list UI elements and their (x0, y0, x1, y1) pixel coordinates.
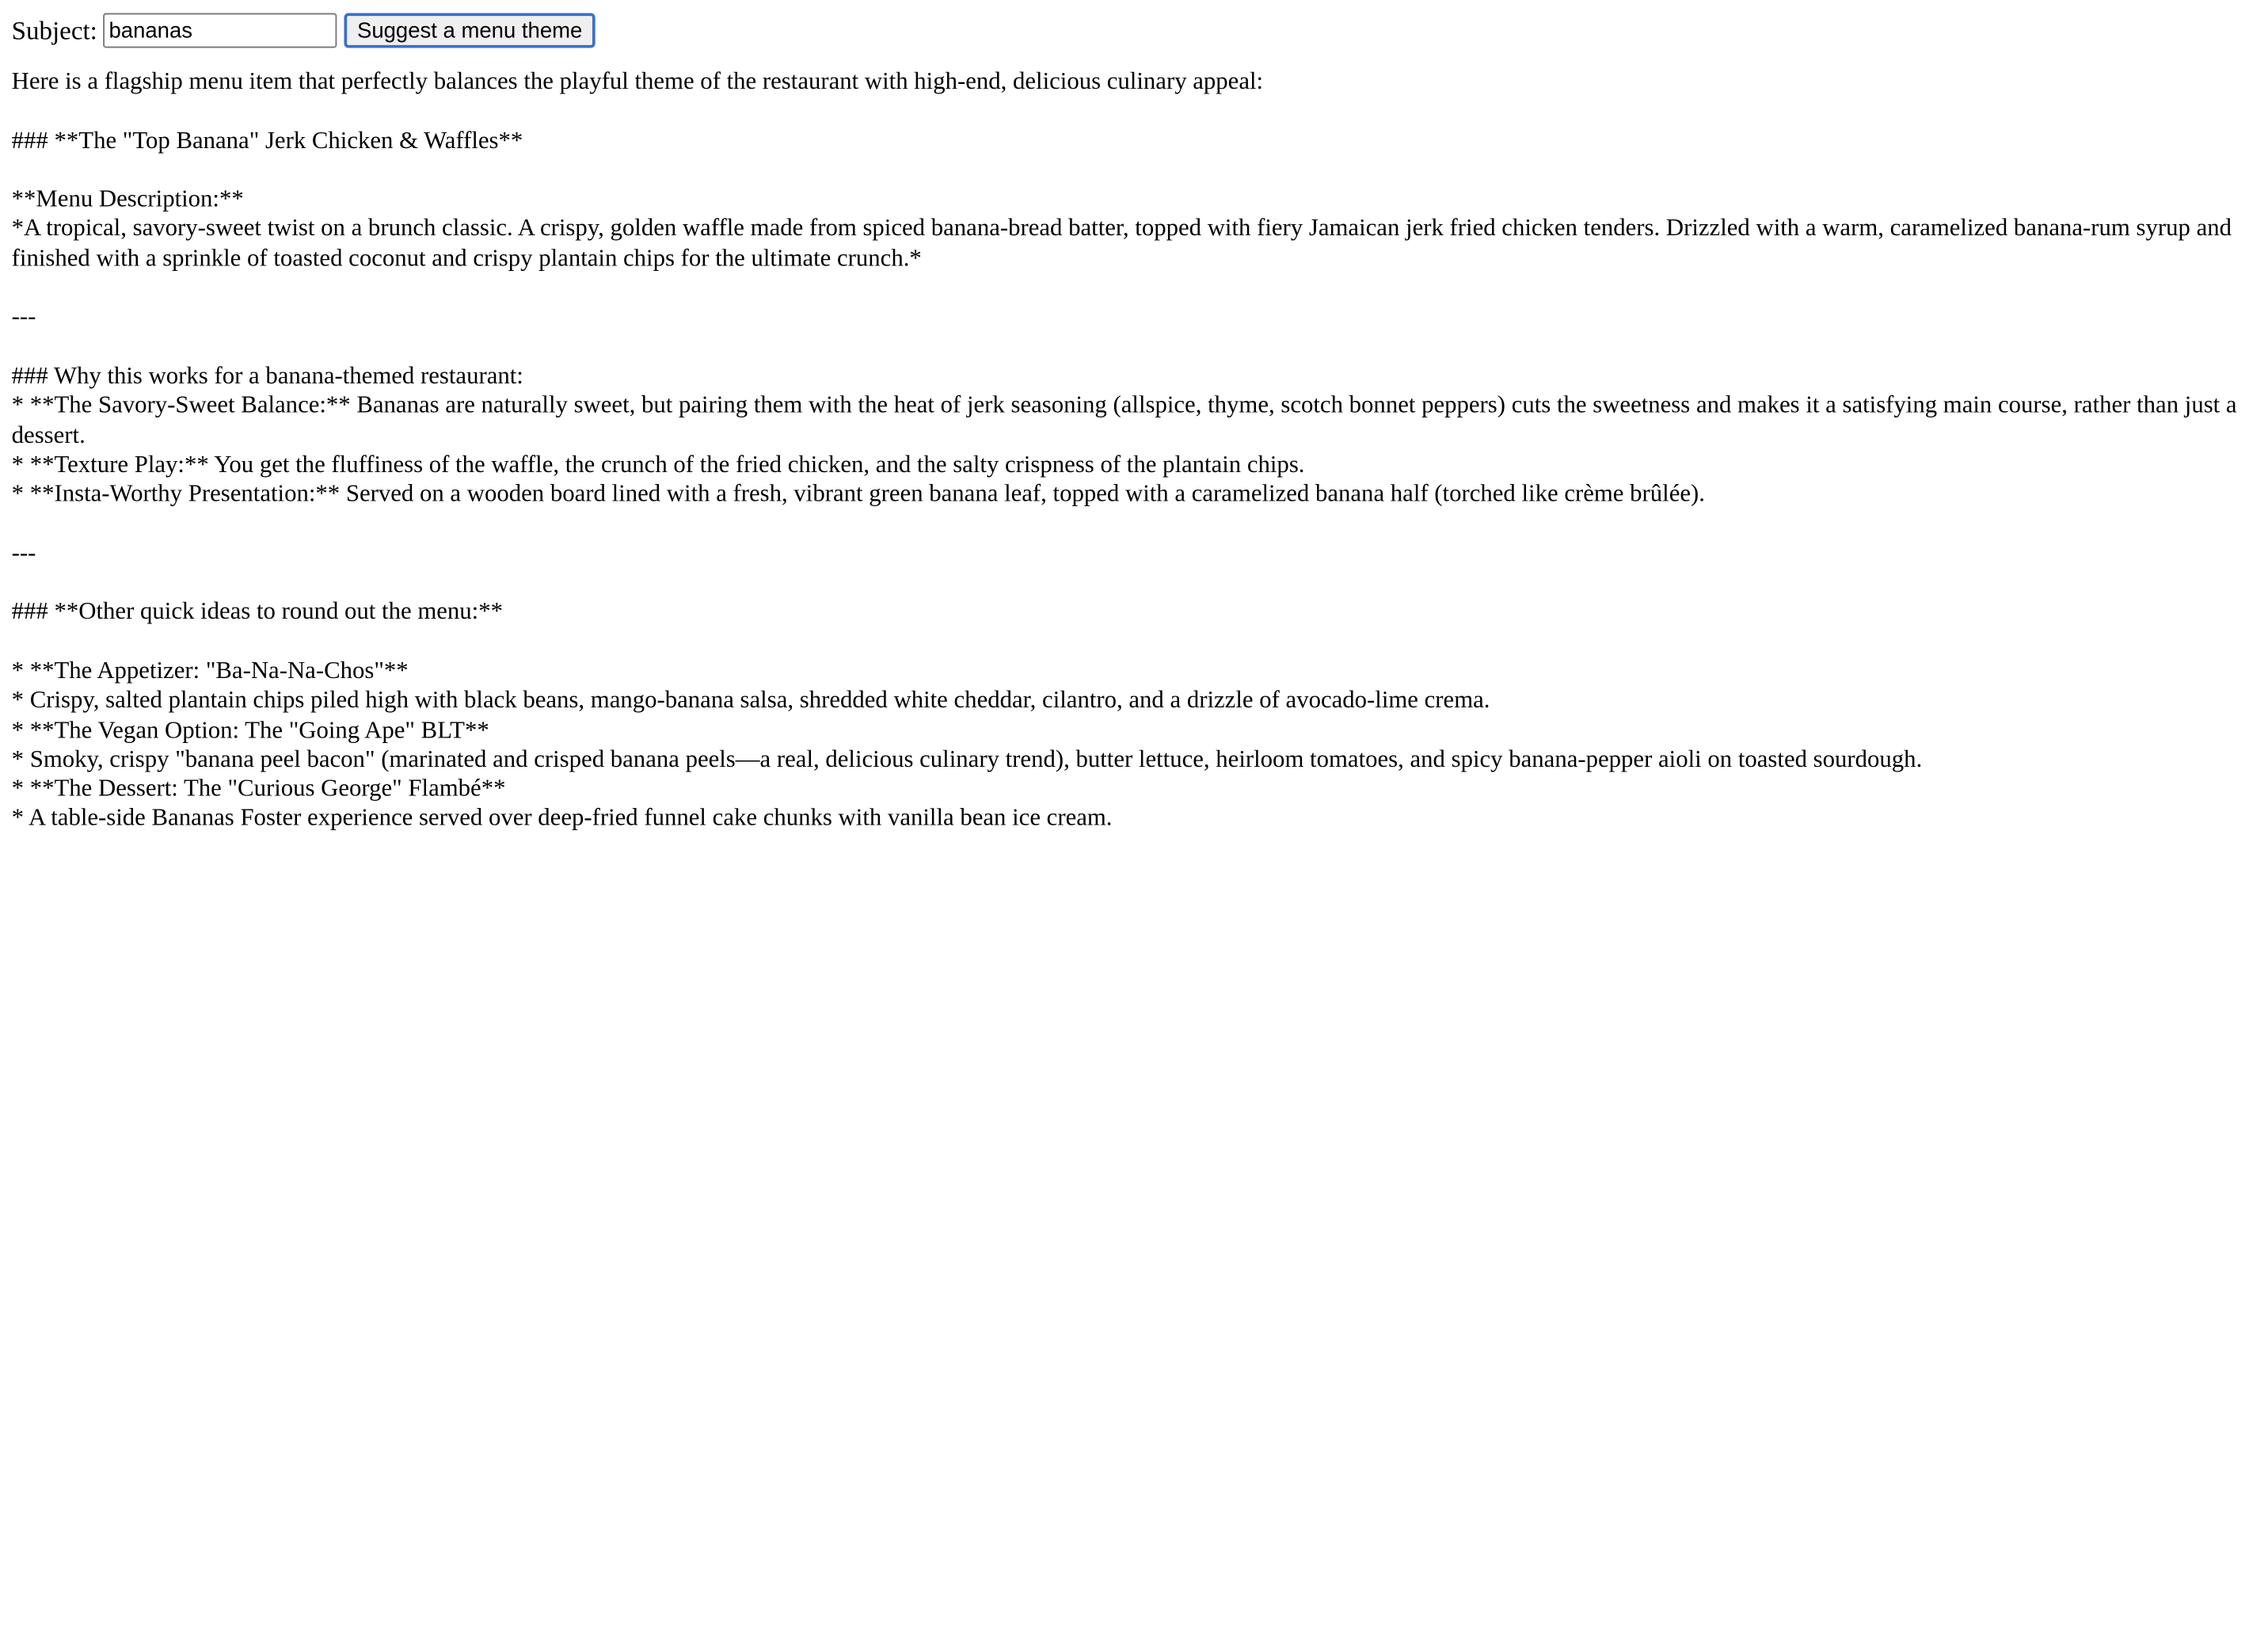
suggest-menu-theme-button[interactable]: Suggest a menu theme (344, 13, 595, 48)
subject-form (12, 12, 2268, 50)
blank-line (12, 273, 2262, 303)
output-line: * **The Appetizer: "Ba-Na-Na-Chos"** (11, 656, 409, 684)
blank-line (12, 332, 2262, 361)
output-line: * **The Dessert: The "Curious George" Flambé** (11, 774, 506, 802)
menu-suggestion-output (12, 67, 2268, 833)
blank-line (12, 509, 2262, 538)
output-line: ### Why this works for a banana-themed restaurant: (11, 361, 523, 390)
blank-line (12, 97, 2262, 126)
output-line: * A table-side Bananas Foster experience served over deep-fried funnel cake chunks with vanilla bean ice cream. (11, 803, 1113, 832)
output-line: --- (11, 303, 36, 330)
blank-line (12, 155, 2262, 185)
blank-line (12, 627, 2262, 656)
output-line: * **The Vegan Option: The "Going Ape" BLT** (11, 714, 489, 743)
output-line: --- (11, 538, 36, 566)
subject-input[interactable] (103, 13, 337, 48)
output-line: *A tropical, savory-sweet twist on a brunch classic. A crispy, golden waffle made from spiced banana-bread batter, topped with fiery Jamaican jerk fried chicken tenders. Drizzled with a warm, caramelized banana-rum syrup and finished with a sprinkle of toasted coconut and crispy plantain chips for the ultimate crunch.* (11, 214, 2238, 272)
output-line: * **Texture Play:** You get the fluffiness of the waffle, the crunch of the fried chicken, and the salty crispness of the plantain chips. (11, 450, 1305, 478)
output-line: * Crispy, salted plantain chips piled high with black beans, mango-banana salsa, shredded white cheddar, cilantro, and a drizzle of avocado-lime crema. (11, 685, 1490, 714)
output-line: **Menu Description:** (11, 185, 244, 213)
blank-line (12, 568, 2262, 597)
output-line: ### **Other quick ideas to round out the menu:** (11, 597, 504, 625)
output-line: * **Insta-Worthy Presentation:** Served on a wooden board lined with a fresh, vibrant green banana leaf, topped with a caramelized banana half (torched like crème brûlée). (11, 479, 1705, 508)
subject-label: Subject: (11, 16, 97, 45)
output-line: * **The Savory-Sweet Balance:** Bananas are naturally sweet, but pairing them with the heat of jerk seasoning (allspice, thyme, scotch bonnet peppers) cuts the sweetness and makes it a satisfying main course, rather than just a dessert. (11, 391, 2243, 448)
output-line: ### **The "Top Banana" Jerk Chicken & Waffles** (11, 125, 523, 154)
output-line: Here is a flagship menu item that perfectly balances the playful theme of the restaurant with high-end, delicious culinary appeal: (11, 67, 1264, 95)
output-line: * Smoky, crispy "banana peel bacon" (marinated and crisped banana peels—a real, delicious culinary trend), butter lettuce, heirloom tomatoes, and spicy banana-pepper aioli on toasted sourdough. (11, 745, 1923, 773)
